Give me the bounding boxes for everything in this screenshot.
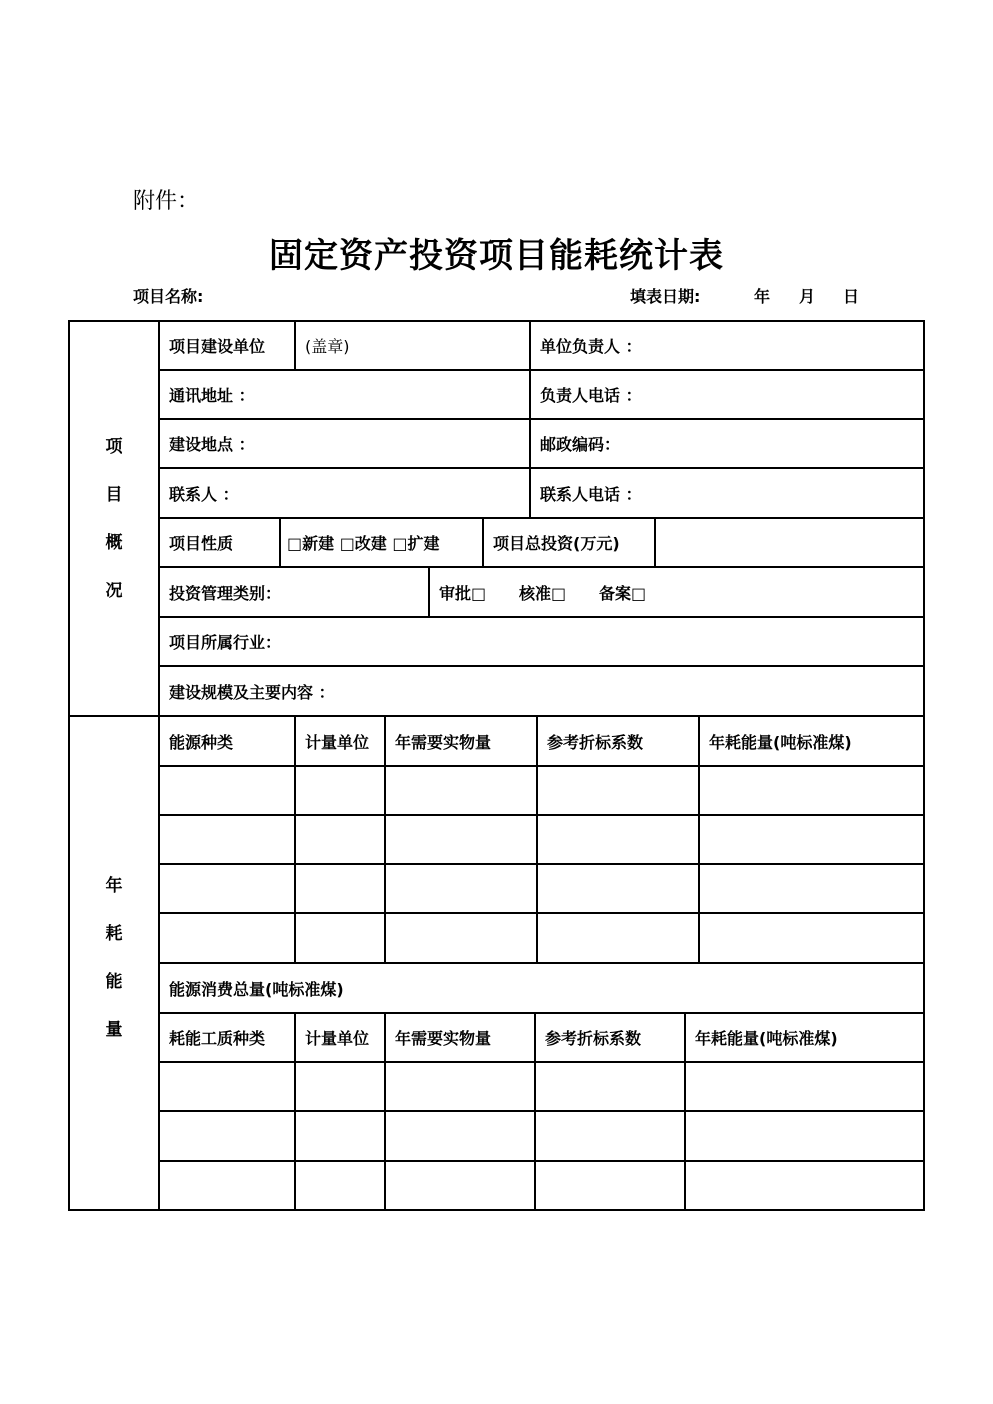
side-char: 耗 xyxy=(105,924,123,944)
row-line xyxy=(158,814,925,816)
head-phone-field[interactable]: 负责人电话 ： xyxy=(540,386,642,405)
date-year: 年 xyxy=(754,287,771,306)
unit-header: 计量单位 xyxy=(305,732,370,752)
conversion-factor-header-2: 参考折标系数 xyxy=(545,1029,642,1048)
postcode-field[interactable]: 邮政编码： xyxy=(540,435,621,454)
energy-type-header: 能源种类 xyxy=(169,732,234,752)
total-investment-label: 项目总投资(万元) xyxy=(493,534,620,553)
row-line xyxy=(158,1061,925,1063)
row-line xyxy=(158,1160,925,1162)
page-title: 固定资产投资项目能耗统计表 xyxy=(269,236,724,276)
overview-side-label xyxy=(70,432,158,624)
annual-quantity-header: 年需要实物量 xyxy=(395,732,492,752)
unit-head-field[interactable]: 单位负责人 ： xyxy=(540,337,642,356)
contact-phone-field[interactable]: 联系人电话 ： xyxy=(540,484,642,504)
attachment-label: 附件： xyxy=(133,189,200,214)
filing-checkbox[interactable]: 备案□ xyxy=(599,583,647,603)
industry-field[interactable]: 项目所属行业： xyxy=(169,633,282,652)
scale-field[interactable]: 建设规模及主要内容 ： xyxy=(169,682,335,702)
row-line xyxy=(158,765,925,767)
medium-type-header: 耗能工质种类 xyxy=(169,1029,266,1048)
annual-energy-header-2: 年耗能量(吨标准煤) xyxy=(695,1029,838,1048)
conversion-factor-header: 参考折标系数 xyxy=(547,732,644,752)
nature-options[interactable]: □新建 □改建 □扩建 xyxy=(287,534,440,553)
address-field[interactable]: 通讯地址 ： xyxy=(169,386,255,405)
total-consumption-label: 能源消费总量(吨标准煤) xyxy=(169,979,344,999)
side-char: 况 xyxy=(105,581,123,601)
date-month: 月 xyxy=(799,287,816,306)
site-field[interactable]: 建设地点 ： xyxy=(169,435,255,454)
row-line xyxy=(158,1110,925,1112)
energy-side-label xyxy=(70,871,158,1063)
contact-field[interactable]: 联系人 ： xyxy=(169,484,239,504)
side-char: 目 xyxy=(105,485,123,505)
fill-date-label: 填表日期: xyxy=(630,287,701,306)
verify-checkbox[interactable]: 核准□ xyxy=(519,583,567,603)
side-char: 概 xyxy=(105,533,123,553)
col-line xyxy=(654,517,656,566)
annual-energy-header: 年耗能量(吨标准煤) xyxy=(709,732,852,752)
approve-checkbox[interactable]: 审批□ xyxy=(439,583,487,603)
date-day: 日 xyxy=(843,287,860,306)
side-char: 年 xyxy=(105,876,123,896)
side-char: 能 xyxy=(105,972,123,992)
side-char: 量 xyxy=(105,1020,123,1040)
side-char: 项 xyxy=(105,437,123,457)
project-name-label: 项目名称: xyxy=(133,287,204,306)
table-border-bottom xyxy=(68,1209,925,1211)
row-line xyxy=(158,912,925,914)
seal-field[interactable]: (盖章) xyxy=(305,337,350,356)
unit-label: 项目建设单位 xyxy=(169,337,266,356)
row-line xyxy=(158,863,925,865)
mgmt-category-label: 投资管理类别： xyxy=(169,583,282,603)
unit-header-2: 计量单位 xyxy=(305,1029,370,1048)
annual-quantity-header-2: 年需要实物量 xyxy=(395,1029,492,1048)
nature-label: 项目性质 xyxy=(169,534,234,553)
